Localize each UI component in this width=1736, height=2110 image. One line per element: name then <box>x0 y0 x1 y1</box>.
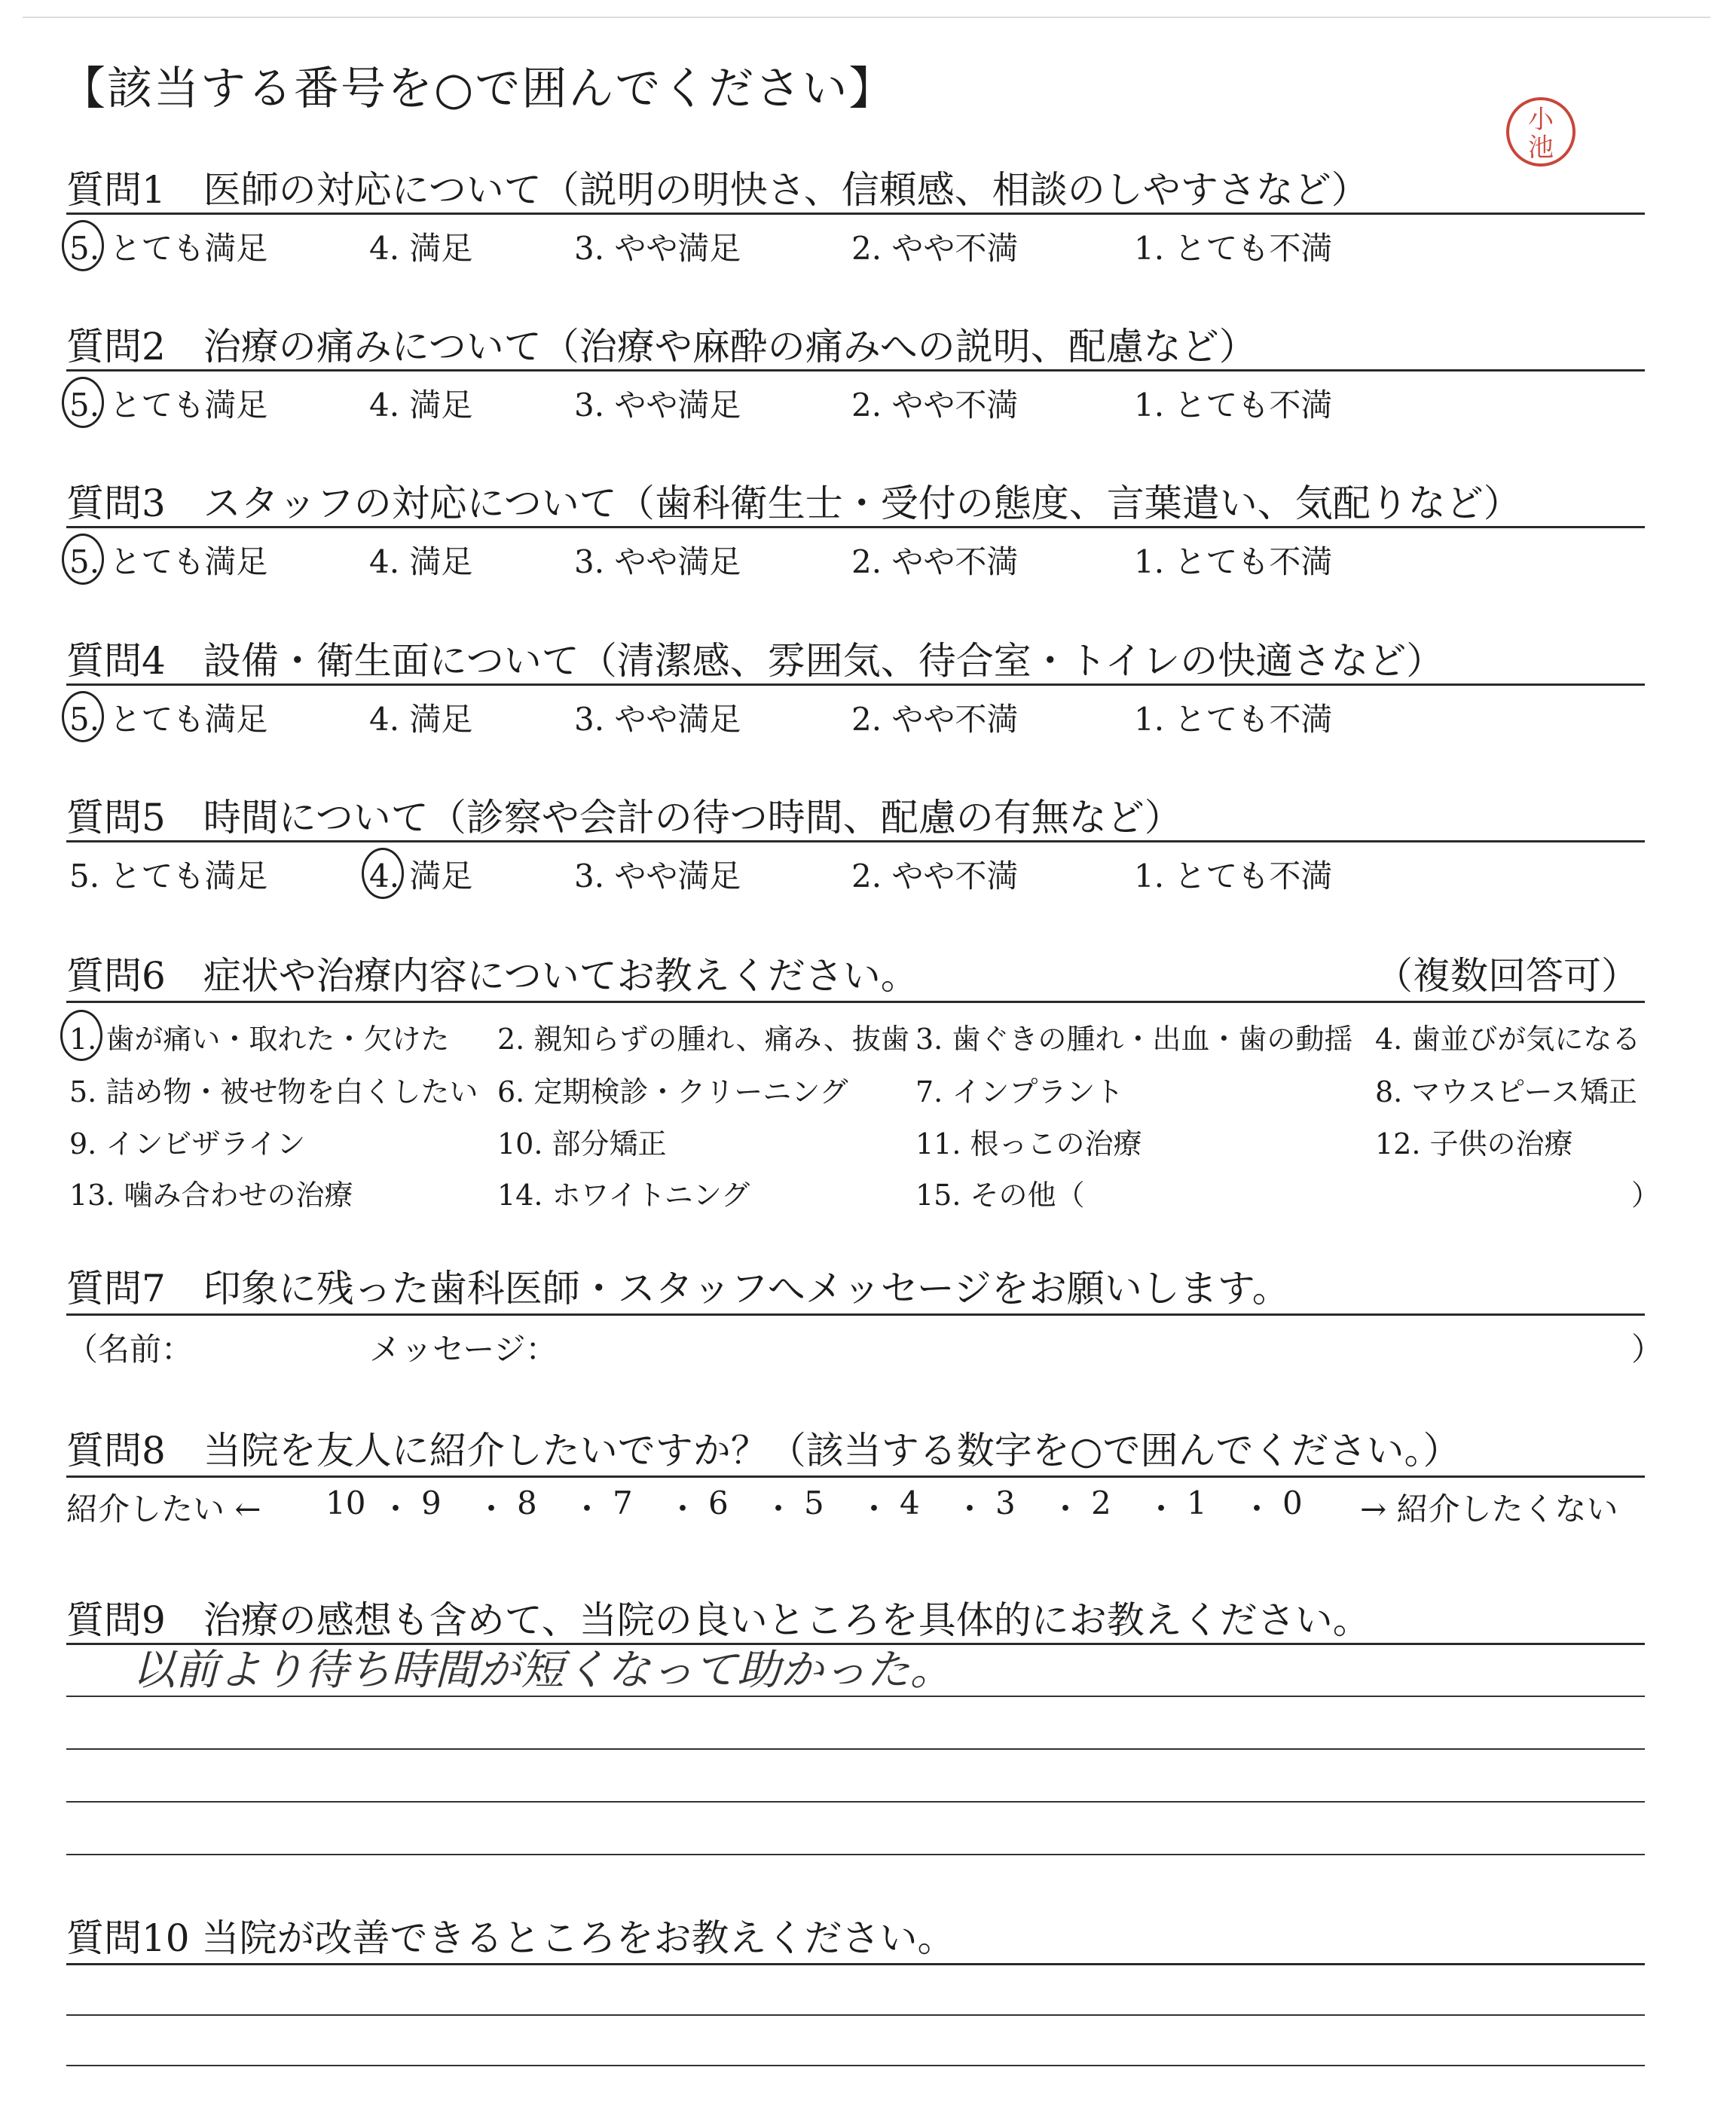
q10-title: 質問10 当院が改善できるところをお教えください。 <box>66 1916 955 1960</box>
svg-text:小: 小 <box>1528 105 1554 135</box>
q6-note: （複数回答可） <box>1375 954 1639 998</box>
q8-scale-9[interactable]: 9 <box>421 1485 442 1521</box>
q4-selected-circle <box>62 691 104 742</box>
q1-option-2[interactable]: 2. やや不満 <box>851 230 1019 267</box>
q9-answer-line-4 <box>66 1854 1645 1855</box>
q8-rule <box>66 1475 1645 1478</box>
q6-option-1[interactable]: 1. 歯が痛い・取れた・欠けた <box>69 1023 450 1056</box>
q7-title: 質問7 印象に残った歯科医師・スタッフへメッセージをお願いします。 <box>66 1267 1290 1310</box>
svg-text:池: 池 <box>1528 133 1554 163</box>
q8-scale-separator: ・ <box>763 1491 795 1527</box>
q5-option-4[interactable]: 4. 満足 <box>369 858 473 894</box>
q8-scale-1[interactable]: 1 <box>1187 1485 1207 1521</box>
q6-option-2[interactable]: 2. 親知らずの腫れ、痛み、抜歯 <box>497 1023 909 1056</box>
q8-scale-separator: ・ <box>954 1491 986 1527</box>
q6-other-close-paren: ） <box>1631 1179 1661 1212</box>
q6-option-11[interactable]: 11. 根っこの治療 <box>915 1127 1142 1160</box>
q3-option-4[interactable]: 4. 満足 <box>369 543 473 580</box>
q8-scale-separator: ・ <box>380 1491 412 1527</box>
q9-answer-line-3 <box>66 1801 1645 1803</box>
q6-option-12[interactable]: 12. 子供の治療 <box>1375 1127 1573 1160</box>
q2-option-3[interactable]: 3. やや満足 <box>574 387 741 424</box>
q8-scale-separator: ・ <box>1145 1491 1178 1527</box>
q3-title: 質問3 スタッフの対応について（歯科衛生士・受付の態度、言葉遣い、気配りなど） <box>66 482 1521 525</box>
q2-option-2[interactable]: 2. やや不満 <box>851 387 1019 424</box>
q8-scale-8[interactable]: 8 <box>517 1485 537 1521</box>
q9-title: 質問9 治療の感想も含めて、当院の良いところを具体的にお教えください。 <box>66 1598 1371 1642</box>
q1-option-1[interactable]: 1. とても不満 <box>1134 230 1333 267</box>
q10-answer-line-2 <box>66 2065 1645 2066</box>
q6-option-9[interactable]: 9. インビザライン <box>69 1127 306 1160</box>
page-top-border <box>23 17 1710 18</box>
q4-option-1[interactable]: 1. とても不満 <box>1134 701 1333 738</box>
q4-rule <box>66 683 1645 686</box>
q8-scale-7[interactable]: 7 <box>613 1485 633 1521</box>
q5-option-5[interactable]: 5. とても満足 <box>69 858 268 894</box>
q7-message-label: メッセージ： <box>369 1331 558 1368</box>
q8-scale-separator: ・ <box>475 1491 508 1527</box>
q8-scale-0[interactable]: 0 <box>1282 1485 1303 1521</box>
q6-option-4[interactable]: 4. 歯並びが気になる <box>1375 1023 1641 1056</box>
q8-scale-4[interactable]: 4 <box>900 1485 920 1521</box>
q4-title: 質問4 設備・衛生面について（清潔感、雰囲気、待合室・トイレの快適さなど） <box>66 639 1444 683</box>
q5-title: 質問5 時間について（診察や会計の待つ時間、配慮の有無など） <box>66 796 1182 839</box>
q6-option-5[interactable]: 5. 詰め物・被せ物を白くしたい <box>69 1075 478 1109</box>
q4-option-3[interactable]: 3. やや満足 <box>574 701 741 738</box>
q2-option-4[interactable]: 4. 満足 <box>369 387 473 424</box>
q8-scale-separator: ・ <box>1241 1491 1273 1527</box>
q6-title: 質問6 症状や治療内容についてお教えください。 <box>66 954 918 998</box>
q10-answer-line-1 <box>66 2014 1645 2016</box>
q8-title: 質問8 当院を友人に紹介したいですか？（該当する数字を○で囲んでください。） <box>66 1429 1461 1472</box>
q8-right-label: → 紹介したくない <box>1360 1491 1618 1527</box>
q5-rule <box>66 840 1645 842</box>
q2-option-1[interactable]: 1. とても不満 <box>1134 387 1333 424</box>
seal-stamp <box>1503 94 1579 170</box>
q6-option-10[interactable]: 10. 部分矯正 <box>497 1127 667 1160</box>
q1-option-3[interactable]: 3. やや満足 <box>574 230 741 267</box>
q4-option-5[interactable]: 5. とても満足 <box>69 701 268 738</box>
q5-selected-circle <box>362 848 404 899</box>
q6-option-3[interactable]: 3. 歯ぐきの腫れ・出血・歯の動揺 <box>915 1023 1353 1056</box>
q8-scale-2[interactable]: 2 <box>1091 1485 1111 1521</box>
q8-scale-10[interactable]: 10 <box>326 1485 366 1521</box>
q2-selected-circle <box>62 377 104 428</box>
q6-option-14[interactable]: 14. ホワイトニング <box>497 1179 750 1212</box>
q6-rule <box>66 1001 1645 1003</box>
q4-option-4[interactable]: 4. 満足 <box>369 701 473 738</box>
q8-scale-separator: ・ <box>571 1491 604 1527</box>
q8-scale-separator: ・ <box>1050 1491 1082 1527</box>
q3-option-5[interactable]: 5. とても満足 <box>69 543 268 580</box>
q3-selected-circle <box>62 534 104 585</box>
q6-option-13[interactable]: 13. 噛み合わせの治療 <box>69 1179 353 1212</box>
q3-option-2[interactable]: 2. やや不満 <box>851 543 1019 580</box>
form-header: 【該当する番号を○で囲んでください】 <box>60 63 896 115</box>
q9-handwritten-answer <box>128 1643 964 1696</box>
q7-name-label: （名前： <box>66 1331 194 1368</box>
q3-option-1[interactable]: 1. とても不満 <box>1134 543 1333 580</box>
q8-scale-5[interactable]: 5 <box>804 1485 824 1521</box>
q1-selected-circle <box>62 220 104 271</box>
q6-option-8[interactable]: 8. マウスピース矯正 <box>1375 1075 1637 1109</box>
q2-rule <box>66 369 1645 372</box>
q1-title: 質問1 医師の対応について（説明の明快さ、信頼感、相談のしやすさなど） <box>66 168 1369 212</box>
q9-answer-line-1 <box>66 1696 1645 1697</box>
q5-option-2[interactable]: 2. やや不満 <box>851 858 1019 894</box>
q6-option-15[interactable]: 15. その他（ <box>915 1179 1085 1212</box>
q8-scale-3[interactable]: 3 <box>995 1485 1016 1521</box>
q10-rule <box>66 1963 1645 1965</box>
q8-scale-separator: ・ <box>858 1491 891 1527</box>
q1-option-4[interactable]: 4. 満足 <box>369 230 473 267</box>
q2-option-5[interactable]: 5. とても満足 <box>69 387 268 424</box>
q9-answer-text: 以前より待ち時間が短くなって助かった。 <box>132 1646 953 1695</box>
q8-scale-6[interactable]: 6 <box>708 1485 729 1521</box>
q5-option-1[interactable]: 1. とても不満 <box>1134 858 1333 894</box>
q2-title: 質問2 治療の痛みについて（治療や麻酔の痛みへの説明、配慮など） <box>66 325 1257 368</box>
q1-option-5[interactable]: 5. とても満足 <box>69 230 268 267</box>
q9-answer-line-2 <box>66 1748 1645 1750</box>
q8-left-label: 紹介したい ← <box>66 1491 261 1527</box>
q7-close-paren: ） <box>1631 1331 1664 1368</box>
q3-rule <box>66 526 1645 528</box>
q6-option-7[interactable]: 7. インプラント <box>915 1075 1124 1109</box>
q8-scale-separator: ・ <box>667 1491 699 1527</box>
q3-option-3[interactable]: 3. やや満足 <box>574 543 741 580</box>
q5-option-3[interactable]: 3. やや満足 <box>574 858 741 894</box>
q6-option-6[interactable]: 6. 定期検診・クリーニング <box>497 1075 848 1109</box>
q7-rule <box>66 1313 1645 1316</box>
q6-selected-circle <box>60 1010 102 1061</box>
q1-rule <box>66 213 1645 215</box>
q4-option-2[interactable]: 2. やや不満 <box>851 701 1019 738</box>
